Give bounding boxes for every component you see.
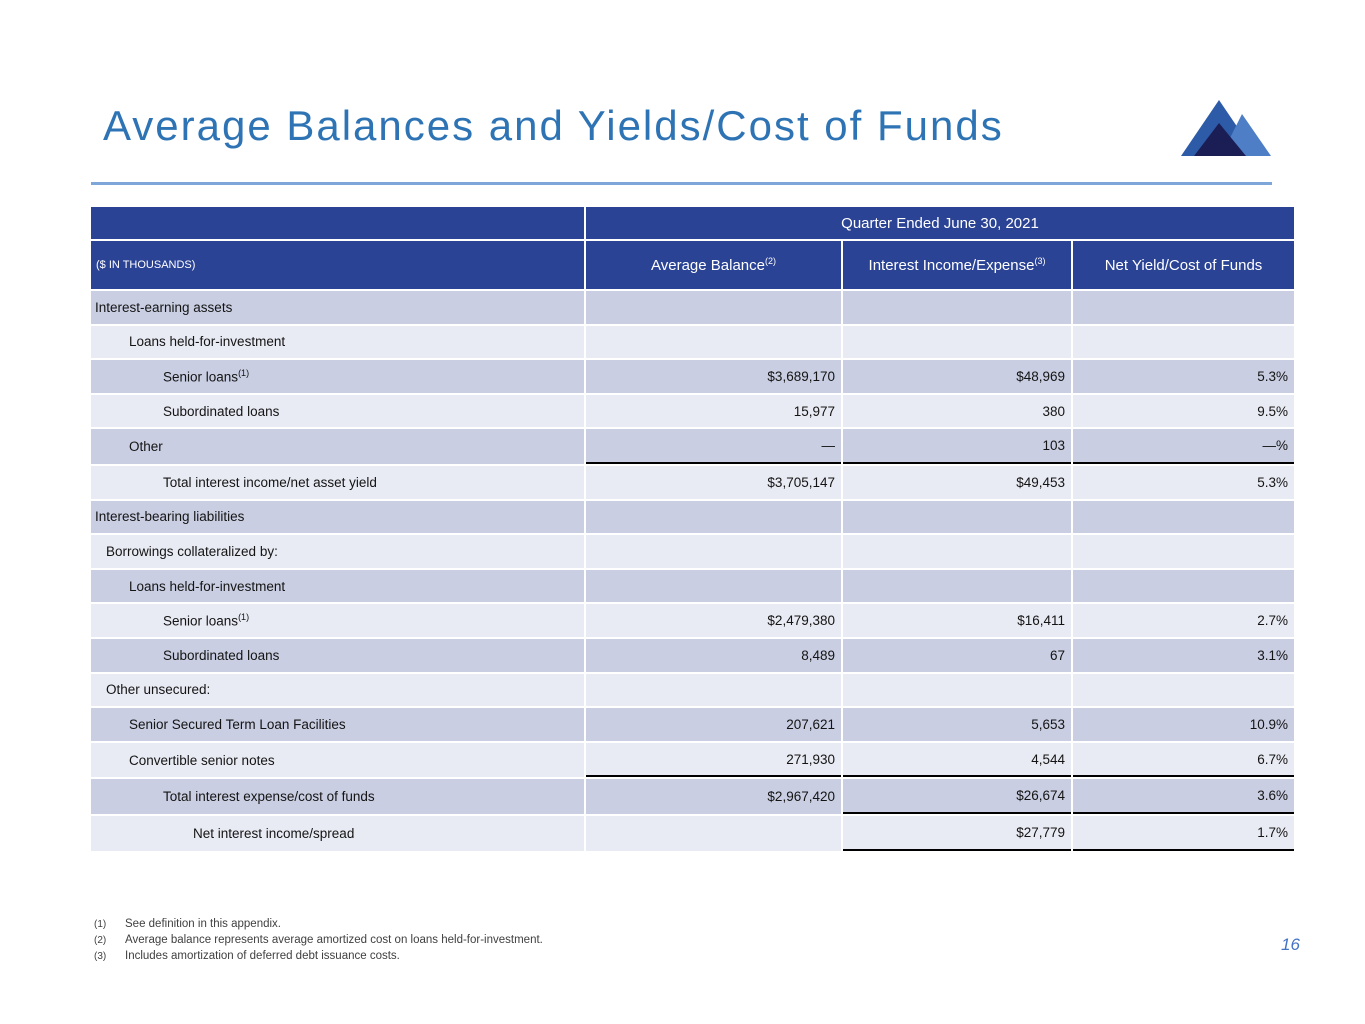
cell-value: 3.6% <box>1073 779 1294 814</box>
table-row <box>91 395 1294 428</box>
row-label: Senior loans$^{(1)}$ <box>91 360 584 393</box>
cell-value: 380 <box>843 395 1071 428</box>
cell-value <box>843 535 1071 568</box>
cell-value: $16,411 <box>843 604 1071 637</box>
cell-value: 2.7% <box>1073 604 1294 637</box>
row-label: Subordinated loans <box>91 639 584 672</box>
footnote-1 <box>94 918 543 934</box>
footnote-3 <box>94 950 543 966</box>
row-label: Net interest income/spread <box>91 816 584 851</box>
row-label: Convertible senior notes <box>91 743 584 778</box>
cell-value: 271,930 <box>586 743 841 778</box>
footnote-ref: (1) <box>238 368 250 379</box>
cell-value <box>586 326 841 359</box>
page-title: Average Balances and Yields/Cost of Funds <box>103 102 1004 149</box>
cell-value <box>586 535 841 568</box>
header-spacer-cell <box>91 207 584 239</box>
footnote-ref: (1) <box>238 612 250 623</box>
cell-value <box>843 326 1071 359</box>
footnote-number: (1) <box>94 919 107 930</box>
col-header-interest-income-expense: Interest Income/Expense$^{(3)}$ <box>843 241 1071 289</box>
table-row <box>91 639 1294 672</box>
table-row <box>91 570 1294 603</box>
cell-value <box>843 291 1071 324</box>
footnote-text: See definition in this appendix. <box>125 918 281 930</box>
table-row <box>91 816 1294 851</box>
row-label: Loans held-for-investment <box>91 570 584 603</box>
row-label: Borrowings collateralized by: <box>91 535 584 568</box>
cell-value <box>586 816 841 851</box>
cell-value: 5.3% <box>1073 360 1294 393</box>
quarter-header: Quarter Ended June 30, 2021 <box>586 207 1294 239</box>
table-row <box>91 604 1294 637</box>
cell-value: 207,621 <box>586 708 841 741</box>
row-label: Other unsecured: <box>91 674 584 707</box>
footnote-text: Average balance represents average amortized cost on loans held-for-investment. <box>125 934 543 946</box>
cell-value: 67 <box>843 639 1071 672</box>
cell-value <box>843 570 1071 603</box>
cell-value: 6.7% <box>1073 743 1294 778</box>
table-row <box>91 535 1294 568</box>
cell-value: 5,653 <box>843 708 1071 741</box>
units-header: ($ IN THOUSANDS) <box>91 241 584 289</box>
page-number: 16 <box>1281 935 1300 954</box>
cell-value: 1.7% <box>1073 816 1294 851</box>
cell-value <box>586 501 841 534</box>
cell-value <box>843 674 1071 707</box>
cell-value <box>586 674 841 707</box>
average-balances-table <box>89 205 1296 853</box>
cell-value: 3.1% <box>1073 639 1294 672</box>
footnote-number: (3) <box>94 951 107 962</box>
col-header-net-yield-cost-of-funds: Net Yield/Cost of Funds <box>1073 241 1294 289</box>
cell-value: 4,544 <box>843 743 1071 778</box>
table-row <box>91 360 1294 393</box>
table-row <box>91 674 1294 707</box>
cell-value <box>1073 570 1294 603</box>
cell-value: $48,969 <box>843 360 1071 393</box>
footnote-2 <box>94 934 543 950</box>
cell-value: $2,479,380 <box>586 604 841 637</box>
footnote-text: Includes amortization of deferred debt issuance costs. <box>125 950 400 962</box>
footnote-ref: (2) <box>764 256 776 266</box>
cell-value: 9.5% <box>1073 395 1294 428</box>
cell-value <box>586 570 841 603</box>
row-label: Loans held-for-investment <box>91 326 584 359</box>
cell-value: $2,967,420 <box>586 779 841 814</box>
table-row <box>91 708 1294 741</box>
cell-value <box>1073 326 1294 359</box>
row-label: Senior Secured Term Loan Facilities <box>91 708 584 741</box>
table-row <box>91 466 1294 499</box>
cell-value <box>586 291 841 324</box>
title-underline <box>91 182 1272 185</box>
cell-value: $27,779 <box>843 816 1071 851</box>
cell-value: $3,689,170 <box>586 360 841 393</box>
cell-value: 10.9% <box>1073 708 1294 741</box>
cell-value: — <box>586 429 841 464</box>
cell-value <box>843 501 1071 534</box>
table-row <box>91 291 1294 324</box>
row-label: Interest-bearing liabilities <box>91 501 584 534</box>
company-logo-mountain-icon <box>1179 98 1273 158</box>
cell-value <box>1073 291 1294 324</box>
row-label: Other <box>91 429 584 464</box>
row-label: Total interest expense/cost of funds <box>91 779 584 814</box>
cell-value: 8,489 <box>586 639 841 672</box>
row-label: Interest-earning assets <box>91 291 584 324</box>
cell-value: 5.3% <box>1073 466 1294 499</box>
cell-value: 15,977 <box>586 395 841 428</box>
row-label: Total interest income/net asset yield <box>91 466 584 499</box>
cell-value: —% <box>1073 429 1294 464</box>
table-row <box>91 326 1294 359</box>
footnote-ref: (3) <box>1034 256 1046 266</box>
cell-value <box>1073 674 1294 707</box>
table-column-header-row <box>91 241 1294 289</box>
footnote-number: (2) <box>94 935 107 946</box>
row-label: Senior loans$^{(1)}$ <box>91 604 584 637</box>
table-group-header-row <box>91 207 1294 239</box>
table-row <box>91 501 1294 534</box>
cell-value: $26,674 <box>843 779 1071 814</box>
table-row <box>91 429 1294 464</box>
table-row <box>91 779 1294 814</box>
table-row <box>91 743 1294 778</box>
cell-value: 103 <box>843 429 1071 464</box>
col-header-average-balance: Average Balance$^{(2)}$ <box>586 241 841 289</box>
row-label: Subordinated loans <box>91 395 584 428</box>
balance-table-body <box>91 291 1294 851</box>
cell-value <box>1073 535 1294 568</box>
cell-value: $49,453 <box>843 466 1071 499</box>
cell-value: $3,705,147 <box>586 466 841 499</box>
footnotes <box>94 918 543 966</box>
cell-value <box>1073 501 1294 534</box>
